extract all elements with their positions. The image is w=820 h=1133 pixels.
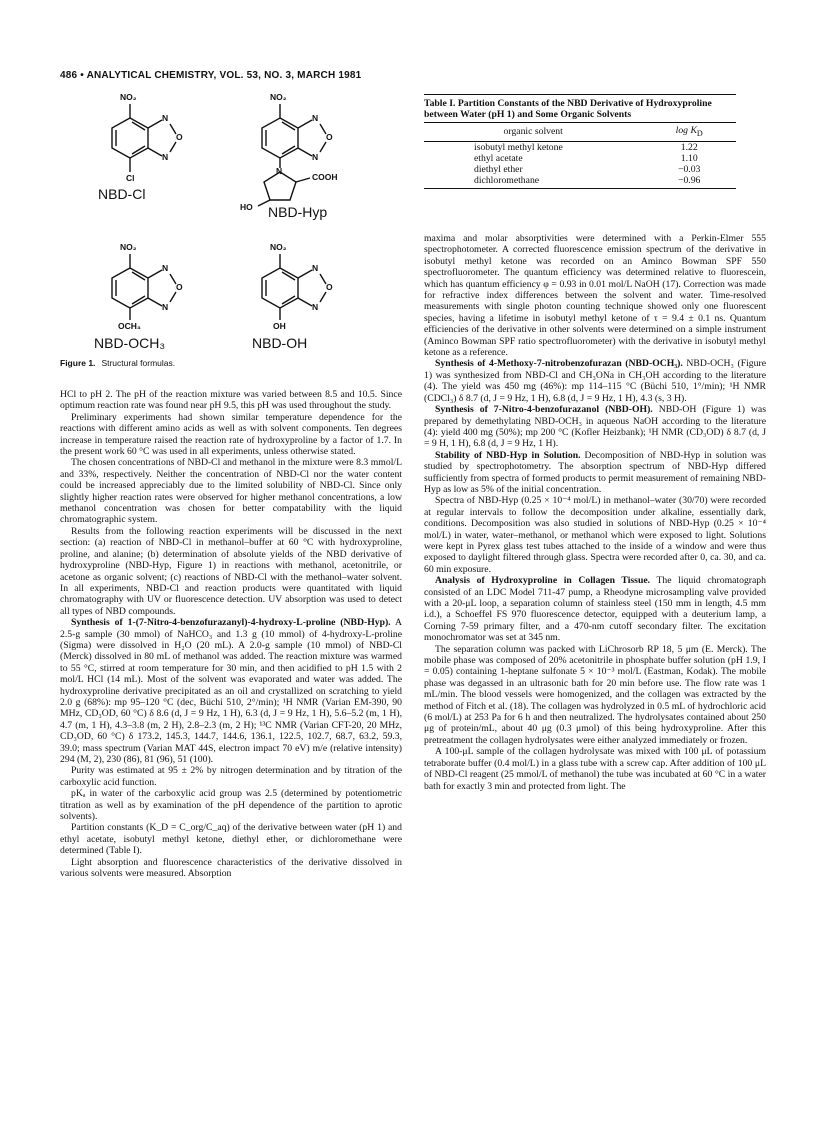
paragraph-text: HCl to pH 2. The pH of the reaction mixture was varied between 8.5 and 10.5. Since optimum reaction rate was found near pH 9.5, this pH was used throughout the study. — [60, 389, 402, 412]
nbd-och3-name: NBD-OCH₃ — [94, 335, 166, 351]
section-heading: Synthesis of 1-(7-Nitro-4-benzofurazanyl)-4-hydroxy-L-proline (NBD-Hyp). — [71, 617, 391, 629]
paragraph-text: A 2.5-g sample (30 mmol) of NaHCO₃ and 1.3 g (10 mmol) of 4-hydroxy-L-proline (Sigma) were dissolved in H₂O (20 mL). A 2.0-g sample (10 mmol) of NBD-Cl (Merck) dissolved in 80 mL of methanol was added. The reaction mixture was warmed to 55 °C, stirred at room temperature for 30 min, and then acidified to pH 1.5 with 2 mol/L HCl (14 mL). Most of the solvent was evaporated and water was added. The hydroxyproline derivative precipitated as an oil and crystallized on scratching to yield 2.0 g (68%): mp 95–120 °C (dec, Büchi 510, 2°/min); ¹H NMR (Varian EM-390, 90 MHz, CD₃OD, 60 °C) δ 8.6 (d, J = 9 Hz, 1 H), 6.3 (d, J = 9 Hz, 1 H), 5.6–5.2 (m, 1 H), 4.7 (m, 1 H), 4.3–3.8 (m, 2 H), 2.8–2.3 (m, 2 H); ¹³C NMR (Varian CFT-20, 20 MHz, CD₃OD, 60 °C) δ 173.2, 145.3, 144.7, 144.6, 136.1, 122.5, 102.7, 68.7, 63.2, 59.3, 39.0; mass spectrum (Varian MAT 44S, electron impact 70 eV) m/e (relative intensity) 294 (M, 2), 230 (86), 81 (96), 51 (100). — [60, 617, 402, 765]
table-cell-logkd: 1.22 — [680, 141, 698, 153]
section-heading: Synthesis of 7-Nitro-4-benzofurazanol (NBD-OH). — [435, 404, 653, 416]
paragraph-text: Preliminary experiments had shown similar temperature dependence for the reactions with different amino acids as well as with solvent components. Ten degrees increase in temperature raised the reaction rate of hydroxyproline by a factor of 1.7. In the present work 60 °C was used in all experiments, unless otherwise stated. — [60, 411, 402, 458]
figure-caption-label: Figure 1. — [60, 358, 96, 368]
nbd-cl-cl: Cl — [126, 173, 135, 183]
table-title-label: Table I. — [424, 98, 456, 109]
section-heading: Stability of NBD-Hyp in Solution. — [435, 449, 581, 461]
paragraph — [60, 526, 402, 617]
table-cell-solvent: dichloromethane — [424, 175, 642, 189]
nbd-cl-no2: NO₂ — [120, 92, 137, 102]
table-row — [424, 153, 736, 164]
paragraph — [424, 575, 766, 643]
table-header-solvent: organic solvent — [424, 123, 642, 142]
nbd-hyp-ring-n1: N — [312, 113, 319, 123]
table-cell-solvent: diethyl ether — [474, 163, 523, 175]
table-row — [424, 175, 736, 189]
paragraph — [424, 495, 766, 575]
section-heading: Analysis of Hydroxyproline in Collagen Tissue. — [435, 575, 651, 587]
paragraph-text: Results from the following reaction experiments will be discussed in the next section: (a) reaction of NBD-Cl in methanol–buffer at 60 °C with hydroxyproline, proline, and alanine; (b) determination of absolute yields of the NBD derivative of hydroxyproline (NBD-Hyp, Figure 1) in reactions with methanol, acetonitrile, or acetone as organic solvent; (c) reactions of NBD-Cl with the methanol–water solvent. In all experiments, NBD-Cl and reaction products were quantitated with liquid chromatography with UV or fluorescence detection. UV absorption was used to detect all types of NBD compounds. — [60, 525, 402, 617]
nbd-hyp-ho: HO — [240, 202, 253, 212]
paragraph — [60, 822, 402, 856]
paragraph — [60, 857, 402, 880]
nbd-och3-ring-o: O — [176, 282, 183, 292]
structure-nbd-och3 — [90, 240, 220, 360]
table-cell-logkd: 1.10 — [680, 152, 698, 164]
paragraph-text: Light absorption and fluorescence characteristics of the derivative dissolved in various solvents were measured. Absorption — [60, 856, 402, 880]
nbd-cl-ring-n2: N — [162, 152, 169, 162]
right-column — [424, 233, 766, 792]
nbd-hyp-cooh: COOH — [312, 172, 338, 182]
left-column — [60, 389, 402, 879]
paragraph-text: Partition constants (K_D = C_org/C_aq) of the derivative between water (pH 1) and ethyl acetate, isobutyl methyl ketone, diethyl ether, or dichloromethane were determined (Table I). — [60, 822, 402, 857]
paragraph-text: NBD-OH (Figure 1) was prepared by demethylating NBD-OCH₃ in aqueous NaOH according to the literature (4): yield 400 mg (50%); mp 200 °C (Kofler Heizbank); ¹H NMR (CD₃OD) δ 8.7 (d, J = 9 H, 1 H), 6.8 (d, J = 9 Hz, 1 H). — [424, 404, 766, 450]
figure-1 — [60, 90, 402, 380]
nbd-hyp-name: NBD-Hyp — [268, 204, 328, 220]
nbd-oh-skeleton — [240, 240, 360, 350]
nbd-hyp-skeleton — [240, 90, 400, 220]
paragraph-text: NBD-OCH₃ (Figure 1) was synthesized from NBD-Cl and CH₃ONa in CH₃OH according to the literature (4). The yield was 450 mg (46%): mp 114–115 °C (Büchi 510, 1°/min); ¹H NMR (CDCl₃) δ 8.7 (d, J = 9 Hz, 1 H), 6.8 (d, J = 9 Hz, 1 H), 4.3 (s, 3 H). — [424, 358, 767, 404]
paragraph — [60, 788, 402, 822]
structure-nbd-cl — [90, 90, 210, 210]
paragraph — [424, 746, 766, 792]
nbd-oh-ring-o: O — [326, 282, 333, 292]
paragraph-text: A 100-μL sample of the collagen hydrolysate was mixed with 100 μL of potassium tetraborate buffer (0.4 mol/L) in a glass tube with a screw cap. After addition of 100 μL of NBD-Cl reagent (25 mmol/L of methanol) the tube was incubated at 60 °C in a water bath for exactly 3 min and protected from light. The — [424, 746, 766, 792]
table-title-text: Partition Constants of the NBD Derivative of Hydroxyproline between Water (pH 1) and Some Organic Solvents — [424, 98, 712, 120]
nbd-oh-oh: OH — [273, 321, 286, 331]
table-header-row — [424, 123, 736, 142]
nbd-hyp-ring-o: O — [326, 132, 333, 142]
nbd-och3-skeleton — [90, 240, 210, 350]
nbd-hyp-pyrrolidine-n: N — [276, 166, 283, 176]
nbd-och3-no2: NO₂ — [120, 242, 137, 252]
nbd-oh-name: NBD-OH — [252, 335, 308, 351]
nbd-och3-ring-n1: N — [162, 263, 169, 273]
paragraph-text: The separation column was packed with LiChrosorb RP 18, 5 μm (E. Merck). The mobile phase was composed of 20% acetonitrile in phosphate buffer solution (pH 1.9, I = 0.05) containing 1-heptane sulfonate 5 × 10⁻³ mol/L (Eastman, Kodak). The mobile phase was degassed in an ultrasonic bath for 20 min before use. The flow rate was 1 mL/min. The blood vessels were homogenized, and the collagen was extracted by the method of Fitch et al. (18). The collagen was hydrolyzed in 0.5 mL of hydrochloric acid (6 mol/L) at 253 Pa for 6 h and then neutralized. The hydrolysates contained about 250 μg of protein/mL, about 40 μg (0.3 μmol) of this being hydroxyproline. After this pretreatment the collagen hydrolysates were either analyzed immediately or frozen. — [424, 643, 766, 746]
table-header-logkd — [642, 123, 736, 142]
paragraph — [424, 450, 766, 496]
table-cell-solvent: isobutyl methyl ketone — [474, 141, 563, 153]
nbd-cl-skeleton — [90, 90, 210, 200]
nbd-oh-ring-n1: N — [312, 263, 319, 273]
paragraph-text: maxima and molar absorptivities were determined with a Perkin-Elmer 555 spectrophotometer. A corrected fluorescence emission spectrum of the derivative in isobutyl methyl ketone was recorded on an Aminco Bowman SPF 550 spectrofluorometer. The quantum efficiency was determined relative to fluorescein, which has quantum efficiency φ = 0.93 in 0.01 mol/L NaOH (17). Correction was made for refractive index differences between the solvent and water. Time-resolved measurements with single photon counting technique showed only one fluorescent species, having a lifetime in isobutyl methyl ketone of τ = 9.4 ± 0.1 ns. Quantum efficiencies of the derivative in other solvents were determined on a simple instrument (Aminco Bowman SPF ratio spectrofluorometer) with the derivative in isobutyl methyl ketone as a reference. — [424, 233, 766, 359]
paragraph — [424, 233, 766, 358]
nbd-cl-ring-o: O — [176, 132, 183, 142]
table-row — [424, 141, 736, 153]
paragraph-text: pKₐ in water of the carboxylic acid group was 2.5 (determined by potentiometric titration as well as by examination of the pH dependence of the partition to aprotic solvents). — [60, 788, 402, 823]
paragraph-text: The chosen concentrations of NBD-Cl and methanol in the mixture were 8.3 mmol/L and 33%, respectively. Neither the concentration of NBD-Cl nor the water content could be increased appreciably due to the limited solubility of NBD-Cl. Since only slightly higher reaction rates were observed for higher methanol concentrations, a low methanol concentration was chosen for better compatability with the liquid chromatographic system. — [60, 457, 402, 526]
nbd-och3-och3: OCH₃ — [118, 321, 141, 331]
paragraph — [60, 765, 402, 788]
figure-caption — [60, 358, 175, 368]
figure-caption-text: Structural formulas. — [101, 358, 176, 368]
nbd-och3-ring-n2: N — [162, 302, 169, 312]
paragraph — [60, 389, 402, 412]
nbd-hyp-ring-n2: N — [312, 152, 319, 162]
partition-table — [424, 122, 736, 189]
nbd-oh-ring-n2: N — [312, 302, 319, 312]
nbd-hyp-no2: NO₂ — [270, 92, 287, 102]
table-header-logkd-main: log K — [675, 125, 697, 136]
nbd-cl-ring-n1: N — [162, 113, 169, 123]
paragraph — [60, 457, 402, 525]
paragraph — [424, 358, 766, 404]
table-1 — [424, 94, 736, 189]
paragraph — [60, 412, 402, 458]
structure-nbd-oh — [240, 240, 370, 360]
paragraph — [424, 644, 766, 747]
nbd-cl-name: NBD-Cl — [98, 186, 146, 202]
section-heading: Synthesis of 4-Methoxy-7-nitrobenzofurazan (NBD-OCH₃). — [435, 358, 683, 370]
structure-nbd-hyp — [240, 90, 400, 220]
table-cell-solvent: ethyl acetate — [474, 152, 523, 164]
running-head: 486 • ANALYTICAL CHEMISTRY, VOL. 53, NO. 3, MARCH 1981 — [60, 70, 362, 81]
table-cell-logkd: −0.96 — [642, 175, 736, 189]
nbd-oh-no2: NO₂ — [270, 242, 287, 252]
paragraph-text: Purity was estimated at 95 ± 2% by nitrogen determination and by titration of the carboxylic acid function. — [60, 765, 402, 788]
paragraph-text: Decomposition of NBD-Hyp in solution was studied by spectrophotometry. The absorption spectrum of NBD-Hyp differed sufficiently from spectra of formed products to permit measurement of remaining NBD-Hyp as low as 5% of the initial concentration. — [424, 449, 766, 495]
paragraph-text: The liquid chromatograph consisted of an LDC Model 711-47 pump, a Rheodyne microsampling valve provided with a 20-μL loop, a separation column of stainless steel (150 mm in length, 4.5 mm i.d.), a Schoeffel FS 970 fluorescence detector, equipped with a deuterium lamp, a Corning 7-59 primary filter, and a 470-nm cutoff secondary filter. The excitation monochromator was set at 345 nm. — [424, 575, 766, 644]
table-title — [424, 95, 736, 120]
table-cell-logkd: −0.03 — [677, 163, 701, 175]
paragraph — [60, 617, 402, 765]
paragraph-text: Spectra of NBD-Hyp (0.25 × 10⁻⁴ mol/L) in methanol–water (30/70) were recorded at regular intervals to follow the decomposition under alkaline, essentially dark, conditions. Decomposition was also studied in solutions of NBD-Hyp (0.25 × 10⁻⁴ mol/L) in water, water–methanol, or methanol which were exposed to light. Solutions were kept in Pyrex glass test tubes attached to the inside of a window and were thus exposed to daylight filtered through glass. Spectra were recorded after 0, ca. 30, and ca. 60 min exposure. — [424, 495, 766, 575]
table-row — [424, 164, 736, 175]
table-header-logkd-sub: D — [696, 128, 703, 138]
paragraph — [424, 404, 766, 450]
